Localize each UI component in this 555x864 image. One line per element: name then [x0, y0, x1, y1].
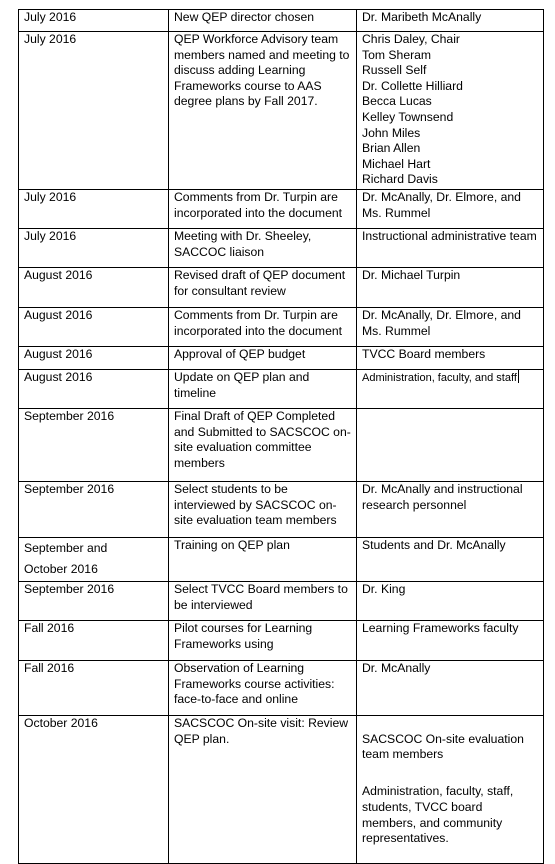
date-cell: Fall 2016 — [19, 660, 169, 715]
responsible-text: SACSCOC On-site evaluation team members — [362, 731, 524, 762]
text-cursor — [518, 370, 519, 383]
responsible-cell — [357, 408, 544, 481]
table-row — [19, 481, 544, 537]
responsible-cell: Dr. Maribeth McAnally — [357, 10, 544, 32]
table-row — [19, 10, 544, 32]
activity-cell: Select TVCC Board members to be interviewed — [169, 581, 357, 620]
activity-cell: New QEP director chosen — [169, 10, 357, 32]
table-row — [19, 408, 544, 481]
responsible-cell: Chris Daley, Chair Tom Sheram Russell Self Dr. Collette Hilliard Becca Lucas Kelley Townsend John Miles Brian Allen Michael Hart Richard Davis — [357, 32, 544, 190]
activity-cell: Comments from Dr. Turpin are incorporated into the document — [169, 189, 357, 228]
responsible-cell: TVCC Board members — [357, 346, 544, 369]
table-row — [19, 581, 544, 620]
table-row — [19, 715, 544, 863]
responsible-cell — [357, 715, 544, 863]
date-cell: Fall 2016 — [19, 620, 169, 660]
responsible-text: Administration, faculty, and staff — [362, 371, 517, 384]
activity-cell: Meeting with Dr. Sheeley, SACCOC liaison — [169, 228, 357, 267]
table-row — [19, 307, 544, 346]
activity-cell: Update on QEP plan and timeline — [169, 369, 357, 408]
date-cell: July 2016 — [19, 32, 169, 190]
date-cell: October 2016 — [19, 715, 169, 863]
activity-cell: Approval of QEP budget — [169, 346, 357, 369]
table-row — [19, 369, 544, 408]
responsible-cell: Dr. McAnally, Dr. Elmore, and Ms. Rummel — [357, 189, 544, 228]
date-cell: August 2016 — [19, 267, 169, 307]
activity-cell: SACSCOC On-site visit: Review QEP plan. — [169, 715, 357, 863]
date-cell: July 2016 — [19, 189, 169, 228]
responsible-cell: Instructional administrative team — [357, 228, 544, 267]
date-cell: September 2016 — [19, 581, 169, 620]
date-cell: September 2016 — [19, 408, 169, 481]
date-cell: August 2016 — [19, 307, 169, 346]
responsible-cell: Dr. Michael Turpin — [357, 267, 544, 307]
date-cell: July 2016 — [19, 10, 169, 32]
responsible-cell[interactable] — [357, 369, 544, 408]
responsible-cell: Dr. McAnally, Dr. Elmore, and Ms. Rummel — [357, 307, 544, 346]
responsible-cell: Learning Frameworks faculty — [357, 620, 544, 660]
responsible-cell: Dr. McAnally — [357, 660, 544, 715]
table-row — [19, 228, 544, 267]
qep-timeline-table — [18, 9, 544, 864]
responsible-cell: Dr. King — [357, 581, 544, 620]
table-row — [19, 32, 544, 190]
activity-cell: Select students to be interviewed by SACSCOC on-site evaluation team members — [169, 481, 357, 537]
activity-cell: Observation of Learning Frameworks course activities: face-to-face and online — [169, 660, 357, 715]
table-row — [19, 537, 544, 581]
activity-cell: Training on QEP plan — [169, 537, 357, 581]
date-cell: September 2016 — [19, 481, 169, 537]
activity-cell: Pilot courses for Learning Frameworks using — [169, 620, 357, 660]
date-cell: September and October 2016 — [19, 537, 169, 581]
table-row — [19, 660, 544, 715]
table-row — [19, 620, 544, 660]
responsible-cell: Dr. McAnally and instructional research personnel — [357, 481, 544, 537]
table-row — [19, 267, 544, 307]
responsible-cell: Students and Dr. McAnally — [357, 537, 544, 581]
table-row — [19, 346, 544, 369]
date-cell: August 2016 — [19, 369, 169, 408]
activity-cell: Final Draft of QEP Completed and Submitted to SACSCOC on-site evaluation committee members — [169, 408, 357, 481]
activity-cell: Revised draft of QEP document for consultant review — [169, 267, 357, 307]
date-cell: August 2016 — [19, 346, 169, 369]
date-cell: July 2016 — [19, 228, 169, 267]
activity-cell: Comments from Dr. Turpin are incorporated into the document — [169, 307, 357, 346]
activity-cell: QEP Workforce Advisory team members named and meeting to discuss adding Learning Frameworks course to AAS degree plans by Fall 2017. — [169, 32, 357, 190]
responsible-extra-text: Administration, faculty, staff, students, TVCC board members, and community representatives. — [362, 784, 514, 846]
table-row — [19, 189, 544, 228]
